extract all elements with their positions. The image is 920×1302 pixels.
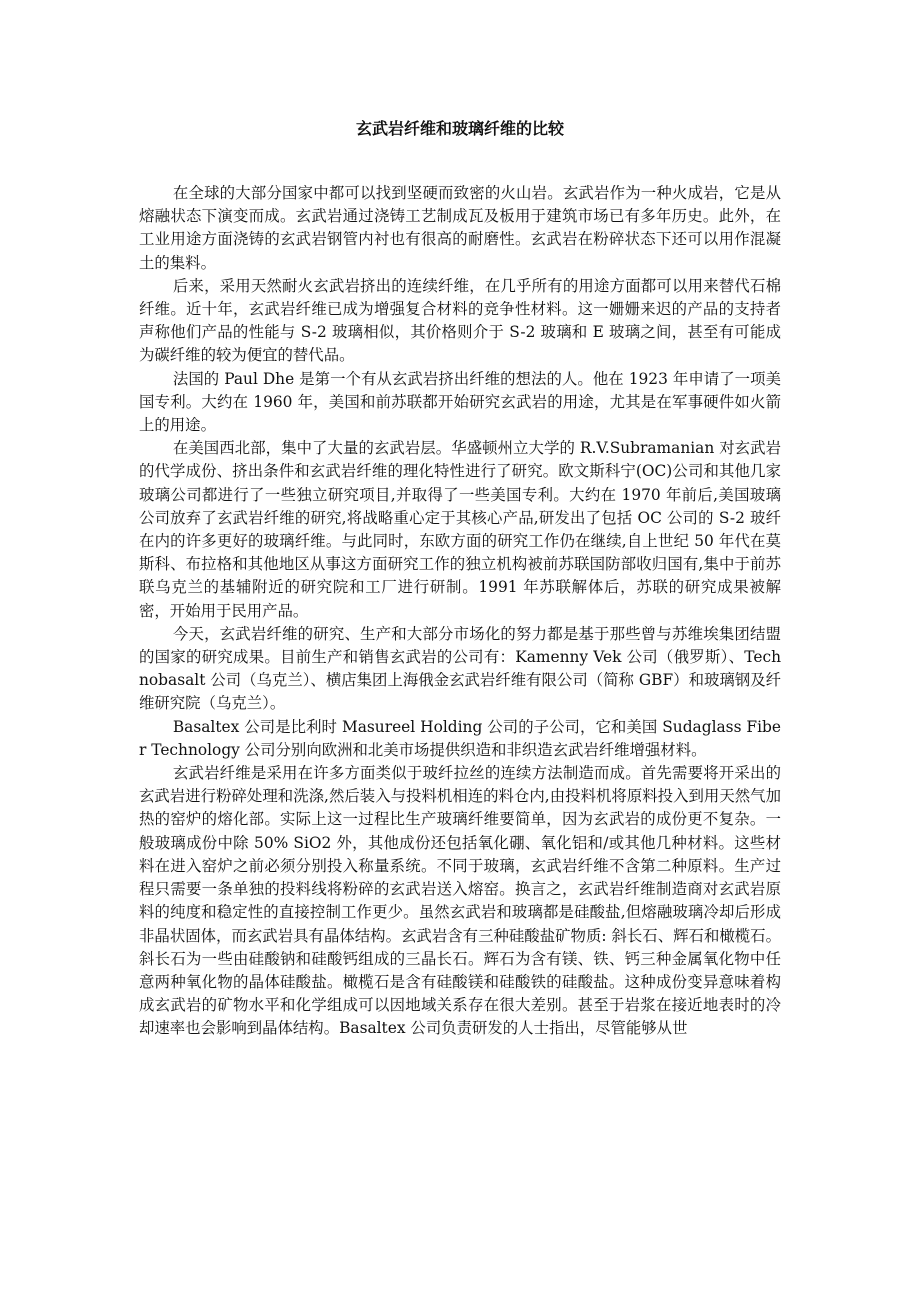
- paragraph: 后来，采用天然耐火玄武岩挤出的连续纤维，在几乎所有的用途方面都可以用来替代石棉纤维。近十年，玄武岩纤维已成为增强复合材料的竞争性材料。这一姗姗来迟的产品的支持者声称他们产品的性能与 S-2 玻璃相似，其价格则介于 S-2 玻璃和 E 玻璃之间，甚至有可能成为碳纤维的较为便宜的替代品。: [139, 276, 781, 365]
- paragraph: 法国的 Paul Dhe 是第一个有从玄武岩挤出纤维的想法的人。他在 1923 年申请了一项美国专利。大约在 1960 年，美国和前苏联都开始研究玄武岩的用途，尤其是在军事硬件如火箭上的用途。: [139, 369, 781, 435]
- document-title: 玄武岩纤维和玻璃纤维的比较: [355, 119, 564, 138]
- paragraph: 在全球的大部分国家中都可以找到坚硬而致密的火山岩。玄武岩作为一种火成岩，它是从熔融状态下演变而成。玄武岩通过浇铸工艺制成瓦及板用于建筑市场已有多年历史。此外，在工业用途方面浇铸的玄武岩钢管内衬也有很高的耐磨性。玄武岩在粉碎状态下还可以用作混凝土的集料。: [139, 184, 781, 272]
- document-body: [139, 182, 781, 1041]
- paragraph: 玄武岩纤维是采用在许多方面类似于玻纤拉丝的连续方法制造而成。首先需要将开采出的玄武岩进行粉碎处理和洗涤,然后装入与投料机相连的料仓内,由投料机将原料投入到用天然气加热的窑炉的熔化部。实际上这一过程比生产玻璃纤维要简单，因为玄武岩的成份更不复杂。一般玻璃成份中除 50% SiO2 外，其他成份还包括氧化硼、氧化铝和/或其他几种材料。这些材料在进入窑炉之前必须分别投入称量系统。不同于玻璃，玄武岩纤维不含第二种原料。生产过程只需要一条单独的投料线将粉碎的玄武岩送入熔窑。换言之，玄武岩纤维制造商对玄武岩原料的纯度和稳定性的直接控制工作更少。虽然玄武岩和玻璃都是硅酸盐,但熔融玻璃冷却后形成非晶状固体，而玄武岩具有晶体结构。玄武岩含有三种硅酸盐矿物质: 斜长石、辉石和橄榄石。斜长石为一些由硅酸钠和硅酸钙组成的三晶长石。辉石为含有镁、铁、钙三种金属氧化物中任意两种氧化物的晶体硅酸盐。橄榄石是含有硅酸镁和硅酸铁的硅酸盐。这种成份变异意味着构成玄武岩的矿物水平和化学组成可以因地域关系存在很大差别。甚至于岩浆在接近地表时的冷却速率也会影响到晶体结构。Basaltex 公司负责研发的人士指出，尽管能够从世: [139, 764, 781, 1038]
- paragraph: 今天，玄武岩纤维的研究、生产和大部分市场化的努力都是基于那些曾与苏维埃集团结盟的国家的研究成果。目前生产和销售玄武岩的公司有：Kamenny Vek 公司（俄罗斯）、Technobasalt 公司（乌克兰）、横店集团上海俄金玄武岩纤维有限公司（简称 GBF）和玻璃钢及纤维研究院（乌克兰）。: [139, 624, 781, 713]
- paragraph: 在美国西北部，集中了大量的玄武岩层。华盛顿州立大学的 R.V.Subramanian 对玄武岩的代学成份、挤出条件和玄武岩纤维的理化特性进行了研究。欧文斯科宁(OC)公司和其他几家玻璃公司都进行了一些独立研究项目,并取得了一些美国专利。大约在 1970 年前后,美国玻璃公司放弃了玄武岩纤维的研究,将战略重心定于其核心产品,研发出了包括 OC 公司的 S-2 玻纤在内的许多更好的玻璃纤维。与此同时，东欧方面的研究工作仍在继续,自上世纪 50 年代在莫斯科、布拉格和其他地区从事这方面研究工作的独立机构被前苏联国防部收归国有,集中于前苏联乌克兰的基辅附近的研究院和工厂进行研制。1991 年苏联解体后，苏联的研究成果被解密，开始用于民用产品。: [139, 439, 781, 620]
- paragraph: Basaltex 公司是比利时 Masureel Holding 公司的子公司，它和美国 Sudaglass Fiber Technology 公司分别向欧洲和北美市场提供织造和非织造玄武岩纤维增强材料。: [139, 717, 781, 759]
